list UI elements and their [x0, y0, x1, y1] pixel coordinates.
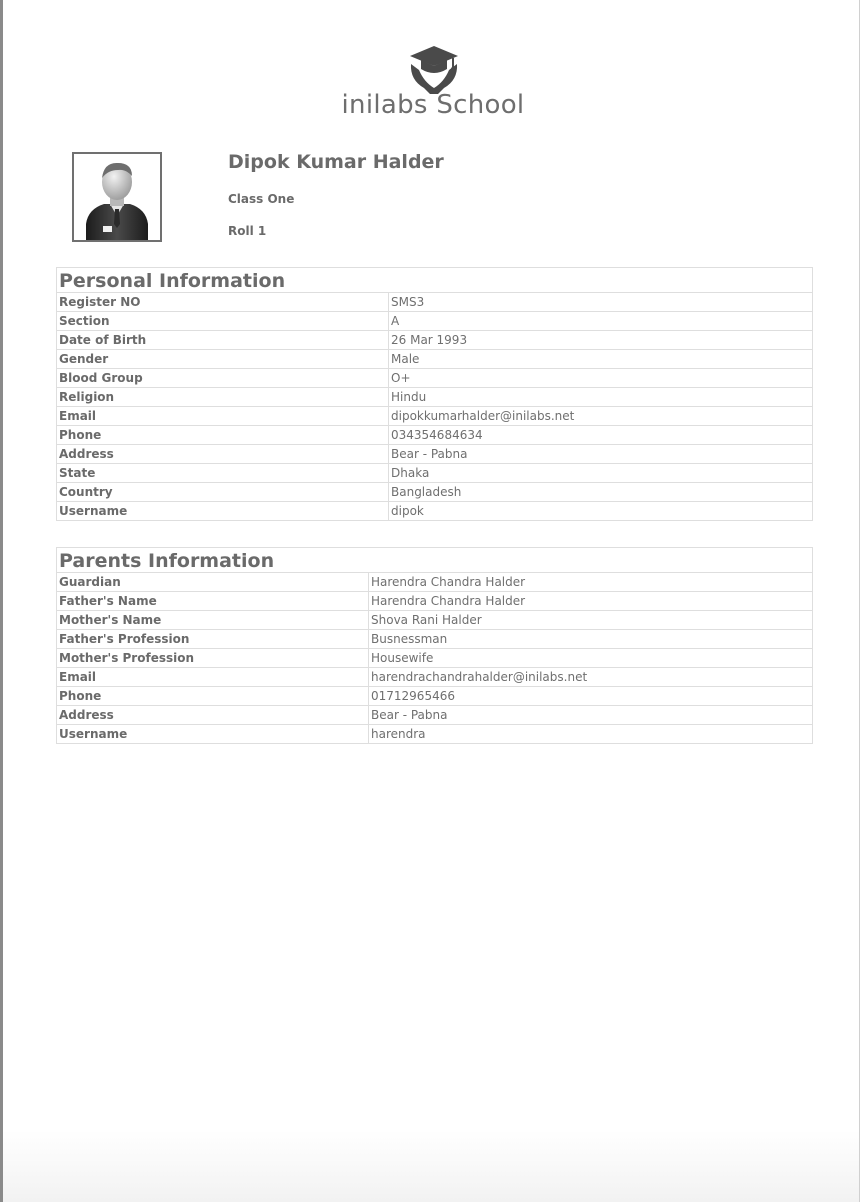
row-label: Section: [57, 312, 389, 331]
row-value: harendra: [369, 725, 813, 744]
table-row: [57, 369, 813, 388]
row-label: Father's Name: [57, 592, 369, 611]
table-row: [57, 293, 813, 312]
row-value: Bear - Pabna: [389, 445, 813, 464]
table-row: [57, 668, 813, 687]
row-label: Email: [57, 407, 389, 426]
row-label: Mother's Profession: [57, 649, 369, 668]
row-value: dipok: [389, 502, 813, 521]
row-label: Phone: [57, 687, 369, 706]
row-value: Bangladesh: [389, 483, 813, 502]
table-row: [57, 331, 813, 350]
row-label: Religion: [57, 388, 389, 407]
row-label: Email: [57, 668, 369, 687]
personal-information-title: Personal Information: [57, 268, 813, 293]
table-row: [57, 388, 813, 407]
table-row: [57, 464, 813, 483]
row-value: dipokkumarhalder@inilabs.net: [389, 407, 813, 426]
table-row: [57, 687, 813, 706]
table-row: [57, 350, 813, 369]
row-value: Harendra Chandra Halder: [369, 592, 813, 611]
table-row: [57, 706, 813, 725]
row-value: Hindu: [389, 388, 813, 407]
table-row: [57, 630, 813, 649]
parents-information-table: [56, 547, 813, 744]
student-name: Dipok Kumar Halder: [228, 151, 444, 173]
row-value: SMS3: [389, 293, 813, 312]
table-row: [57, 445, 813, 464]
row-value: Housewife: [369, 649, 813, 668]
row-value: Harendra Chandra Halder: [369, 573, 813, 592]
row-label: Country: [57, 483, 389, 502]
school-name: inilabs School: [341, 90, 525, 120]
row-label: Guardian: [57, 573, 369, 592]
row-value: Dhaka: [389, 464, 813, 483]
row-value: Bear - Pabna: [369, 706, 813, 725]
student-photo: [72, 152, 162, 242]
row-label: Blood Group: [57, 369, 389, 388]
table-row: [57, 483, 813, 502]
table-row: [57, 502, 813, 521]
row-value: Busnessman: [369, 630, 813, 649]
row-label: Date of Birth: [57, 331, 389, 350]
row-label: Address: [57, 445, 389, 464]
row-value: Shova Rani Halder: [369, 611, 813, 630]
row-label: Father's Profession: [57, 630, 369, 649]
table-row: [57, 312, 813, 331]
table-row: [57, 426, 813, 445]
row-label: Phone: [57, 426, 389, 445]
row-value: A: [389, 312, 813, 331]
table-row: [57, 407, 813, 426]
student-roll: Roll 1: [228, 224, 267, 238]
row-label: State: [57, 464, 389, 483]
table-row: [57, 592, 813, 611]
row-label: Mother's Name: [57, 611, 369, 630]
table-row: [57, 649, 813, 668]
row-label: Username: [57, 502, 389, 521]
table-row: [57, 611, 813, 630]
row-label: Gender: [57, 350, 389, 369]
row-value: Male: [389, 350, 813, 369]
table-row: [57, 573, 813, 592]
personal-information-table: [56, 267, 813, 521]
row-value: harendrachandrahalder@inilabs.net: [369, 668, 813, 687]
row-value: O+: [389, 369, 813, 388]
row-value: 034354684634: [389, 426, 813, 445]
row-value: 01712965466: [369, 687, 813, 706]
user-avatar-icon: [74, 154, 160, 240]
parents-information-title: Parents Information: [57, 548, 813, 573]
row-value: 26 Mar 1993: [389, 331, 813, 350]
table-row: [57, 725, 813, 744]
graduation-cap-hands-icon: [408, 44, 460, 96]
student-class: Class One: [228, 192, 295, 206]
row-label: Address: [57, 706, 369, 725]
row-label: Username: [57, 725, 369, 744]
row-label: Register NO: [57, 293, 389, 312]
